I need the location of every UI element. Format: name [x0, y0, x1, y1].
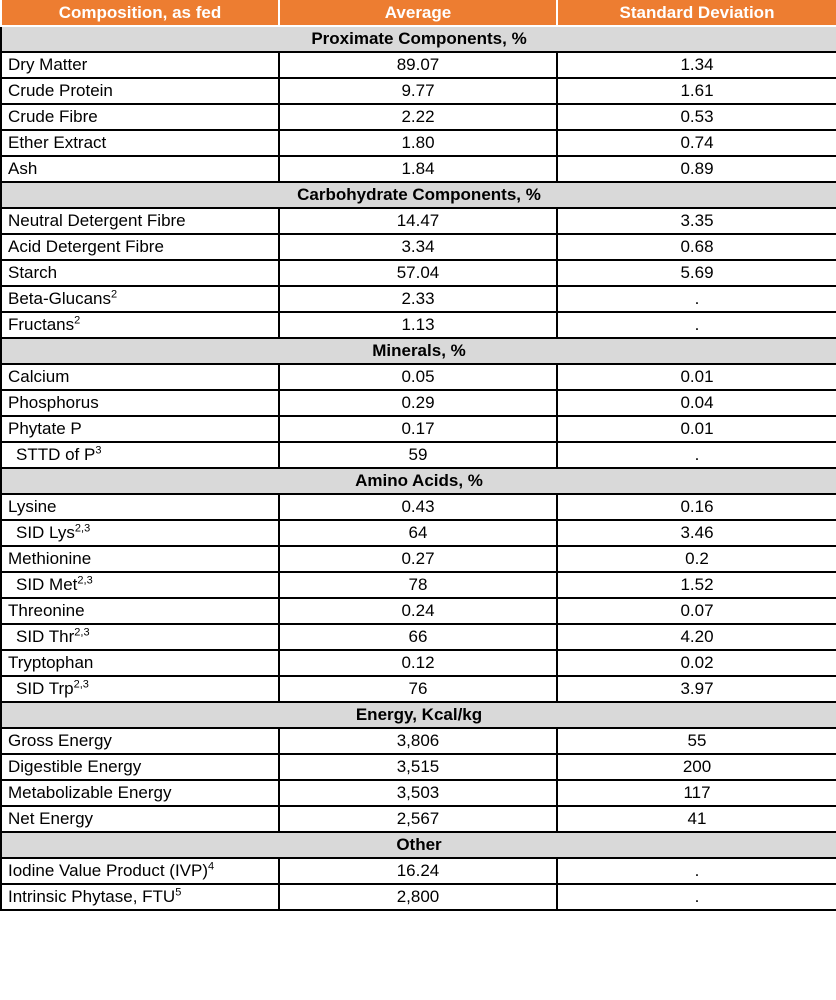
row-label-text: Threonine	[8, 601, 85, 620]
row-label-text: Acid Detergent Fibre	[8, 237, 164, 256]
row-label-text: SID Trp	[16, 679, 74, 698]
table-row	[1, 78, 836, 104]
row-label-text: Phytate P	[8, 419, 82, 438]
section-title: Minerals, %	[1, 338, 836, 364]
row-label-text: Phosphorus	[8, 393, 99, 412]
row-label	[1, 780, 279, 806]
row-label-text: Intrinsic Phytase, FTU	[8, 887, 176, 906]
table-row	[1, 156, 836, 182]
row-label	[1, 208, 279, 234]
row-label-text: Calcium	[8, 367, 70, 386]
row-label	[1, 390, 279, 416]
row-label	[1, 130, 279, 156]
row-label	[1, 156, 279, 182]
std-dev-value: 0.02	[557, 650, 836, 676]
table-row	[1, 572, 836, 598]
row-label	[1, 858, 279, 884]
row-label	[1, 260, 279, 286]
std-dev-value: 1.34	[557, 52, 836, 78]
header-average: Average	[279, 0, 557, 26]
row-label-text: STTD of P	[16, 445, 96, 464]
table-row	[1, 130, 836, 156]
section-row	[1, 338, 836, 364]
std-dev-value: 0.53	[557, 104, 836, 130]
average-value: 9.77	[279, 78, 557, 104]
header-row	[1, 0, 836, 26]
row-label-text: Neutral Detergent Fibre	[8, 211, 186, 230]
table-row	[1, 390, 836, 416]
table-row	[1, 884, 836, 910]
std-dev-value: 3.97	[557, 676, 836, 702]
std-dev-value: 0.74	[557, 130, 836, 156]
std-dev-value: .	[557, 884, 836, 910]
row-label-text: Methionine	[8, 549, 92, 568]
std-dev-value: .	[557, 286, 836, 312]
table-header	[1, 0, 836, 26]
table-row	[1, 728, 836, 754]
row-label	[1, 52, 279, 78]
table-row	[1, 52, 836, 78]
row-label-text: Net Energy	[8, 809, 94, 828]
row-label-text: Digestible Energy	[8, 757, 142, 776]
section-title: Energy, Kcal/kg	[1, 702, 836, 728]
footnote-marker: 2,3	[77, 574, 93, 587]
row-label-text: Crude Protein	[8, 81, 113, 100]
table-row	[1, 546, 836, 572]
footnote-marker: 5	[175, 886, 182, 899]
row-label	[1, 312, 279, 338]
row-label-text: Gross Energy	[8, 731, 112, 750]
std-dev-value: 0.04	[557, 390, 836, 416]
row-label	[1, 520, 279, 546]
footnote-marker: 2,3	[74, 522, 91, 535]
header-standard-deviation: Standard Deviation	[557, 0, 836, 26]
row-label-text: Beta-Glucans	[8, 289, 111, 308]
footnote-marker: 2	[74, 314, 81, 327]
average-value: 3.34	[279, 234, 557, 260]
footnote-marker: 3	[95, 444, 102, 457]
std-dev-value: 41	[557, 806, 836, 832]
average-value: 0.17	[279, 416, 557, 442]
row-label	[1, 546, 279, 572]
average-value: 3,503	[279, 780, 557, 806]
average-value: 3,806	[279, 728, 557, 754]
average-value: 0.43	[279, 494, 557, 520]
std-dev-value: 117	[557, 780, 836, 806]
section-title: Carbohydrate Components, %	[1, 182, 836, 208]
table-body	[1, 26, 836, 910]
section-row	[1, 702, 836, 728]
average-value: 1.13	[279, 312, 557, 338]
row-label	[1, 806, 279, 832]
average-value: 1.80	[279, 130, 557, 156]
row-label-text: SID Thr	[16, 627, 75, 646]
std-dev-value: 200	[557, 754, 836, 780]
table-row	[1, 494, 836, 520]
footnote-marker: 2	[111, 288, 118, 301]
row-label-text: SID Lys	[16, 523, 75, 542]
average-value: 2,800	[279, 884, 557, 910]
average-value: 66	[279, 624, 557, 650]
row-label	[1, 78, 279, 104]
table-row	[1, 676, 836, 702]
section-row	[1, 468, 836, 494]
std-dev-value: 0.68	[557, 234, 836, 260]
row-label	[1, 442, 279, 468]
table-row	[1, 858, 836, 884]
row-label-text: SID Met	[16, 575, 78, 594]
table-row	[1, 442, 836, 468]
table-row	[1, 364, 836, 390]
std-dev-value: 0.2	[557, 546, 836, 572]
table-row	[1, 624, 836, 650]
row-label	[1, 286, 279, 312]
section-title: Proximate Components, %	[1, 26, 836, 52]
table-row	[1, 754, 836, 780]
section-row	[1, 832, 836, 858]
row-label-text: Starch	[8, 263, 58, 282]
average-value: 64	[279, 520, 557, 546]
std-dev-value: .	[557, 442, 836, 468]
table-row	[1, 286, 836, 312]
row-label	[1, 624, 279, 650]
row-label-text: Metabolizable Energy	[8, 783, 172, 802]
std-dev-value: 0.16	[557, 494, 836, 520]
std-dev-value: 0.89	[557, 156, 836, 182]
row-label-text: Fructans	[8, 315, 75, 334]
average-value: 3,515	[279, 754, 557, 780]
std-dev-value: 55	[557, 728, 836, 754]
footnote-marker: 2,3	[74, 626, 90, 639]
average-value: 14.47	[279, 208, 557, 234]
average-value: 89.07	[279, 52, 557, 78]
std-dev-value: 3.35	[557, 208, 836, 234]
table-row	[1, 598, 836, 624]
average-value: 1.84	[279, 156, 557, 182]
std-dev-value: 5.69	[557, 260, 836, 286]
average-value: 0.05	[279, 364, 557, 390]
table-row	[1, 650, 836, 676]
section-title: Amino Acids, %	[1, 468, 836, 494]
row-label-text: Ash	[8, 159, 38, 178]
row-label	[1, 676, 279, 702]
average-value: 76	[279, 676, 557, 702]
row-label	[1, 364, 279, 390]
row-label	[1, 572, 279, 598]
average-value: 2.22	[279, 104, 557, 130]
average-value: 78	[279, 572, 557, 598]
table-row	[1, 312, 836, 338]
header-composition: Composition, as fed	[1, 0, 279, 26]
footnote-marker: 2,3	[73, 678, 89, 691]
std-dev-value: 1.52	[557, 572, 836, 598]
std-dev-value: 0.01	[557, 416, 836, 442]
table-row	[1, 416, 836, 442]
row-label-text: Tryptophan	[8, 653, 94, 672]
row-label	[1, 884, 279, 910]
std-dev-value: .	[557, 312, 836, 338]
table-row	[1, 104, 836, 130]
average-value: 59	[279, 442, 557, 468]
average-value: 0.27	[279, 546, 557, 572]
table-row	[1, 208, 836, 234]
row-label-text: Lysine	[8, 497, 57, 516]
section-row	[1, 26, 836, 52]
row-label	[1, 494, 279, 520]
std-dev-value: 1.61	[557, 78, 836, 104]
table-row	[1, 520, 836, 546]
row-label	[1, 416, 279, 442]
row-label-text: Ether Extract	[8, 133, 107, 152]
std-dev-value: 3.46	[557, 520, 836, 546]
average-value: 2,567	[279, 806, 557, 832]
average-value: 0.24	[279, 598, 557, 624]
row-label-text: Dry Matter	[8, 55, 88, 74]
average-value: 2.33	[279, 286, 557, 312]
average-value: 16.24	[279, 858, 557, 884]
section-row	[1, 182, 836, 208]
std-dev-value: 4.20	[557, 624, 836, 650]
row-label	[1, 728, 279, 754]
section-title: Other	[1, 832, 836, 858]
std-dev-value: .	[557, 858, 836, 884]
row-label	[1, 754, 279, 780]
std-dev-value: 0.07	[557, 598, 836, 624]
average-value: 57.04	[279, 260, 557, 286]
table-row	[1, 260, 836, 286]
row-label	[1, 650, 279, 676]
row-label	[1, 104, 279, 130]
std-dev-value: 0.01	[557, 364, 836, 390]
table-row	[1, 234, 836, 260]
footnote-marker: 4	[208, 860, 215, 873]
average-value: 0.29	[279, 390, 557, 416]
row-label	[1, 234, 279, 260]
row-label-text: Iodine Value Product (IVP)	[8, 861, 209, 880]
row-label	[1, 598, 279, 624]
row-label-text: Crude Fibre	[8, 107, 98, 126]
table-row	[1, 806, 836, 832]
table-row	[1, 780, 836, 806]
average-value: 0.12	[279, 650, 557, 676]
